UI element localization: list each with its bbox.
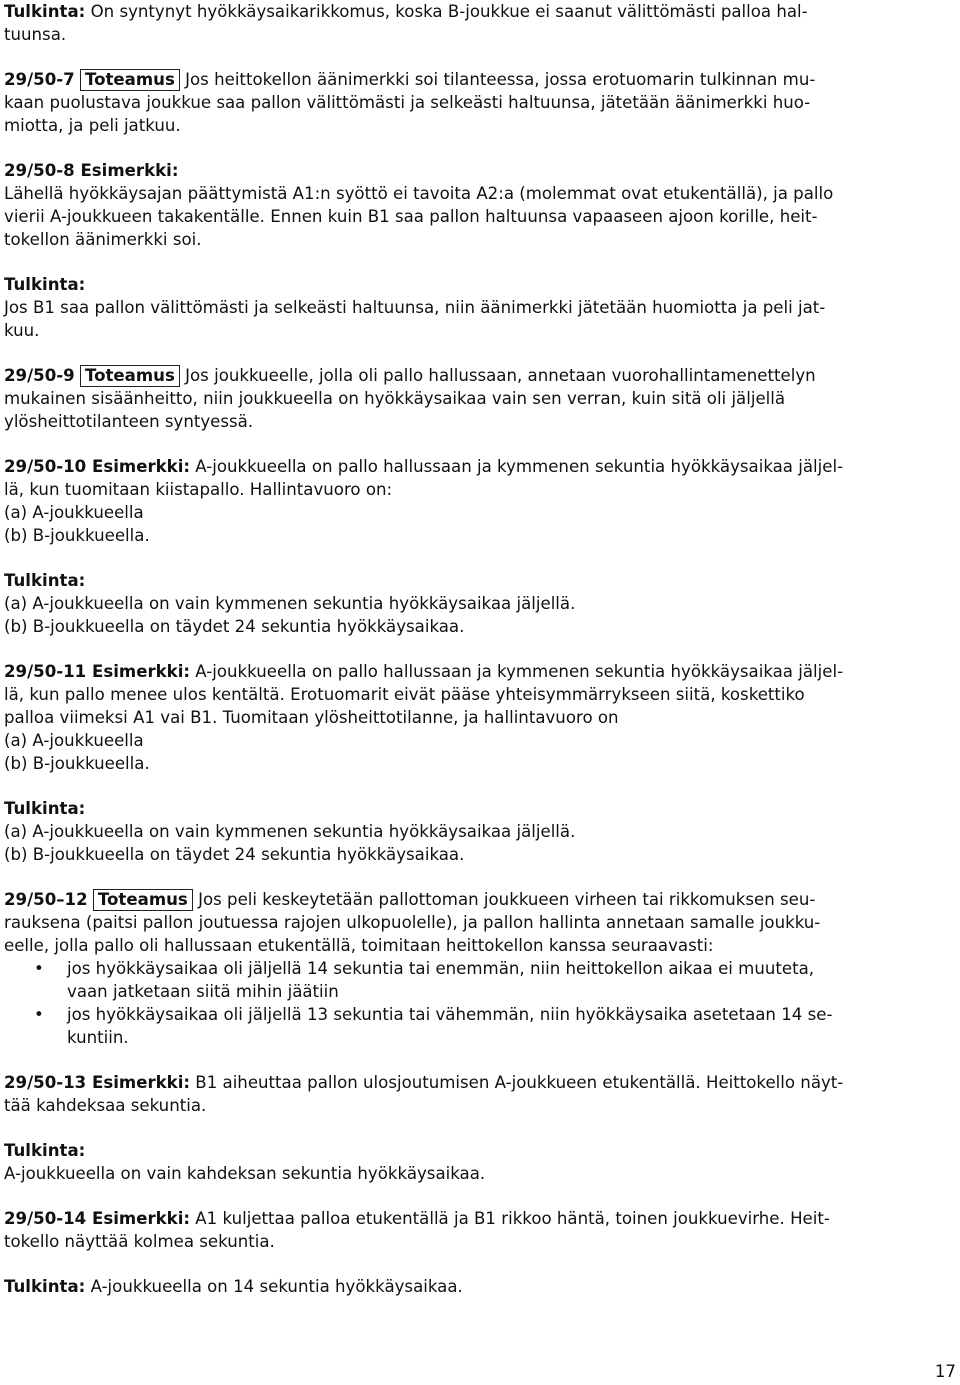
intro-text: tuunsa.: [4, 25, 67, 44]
section-10-tulkinta-b: (b) B-joukkueella on täydet 24 sekuntia hyökkäysaikaa.: [4, 617, 465, 636]
section-number: 29/50-7: [4, 70, 75, 89]
section-8-tulkinta-1: Jos B1 saa pallon välittömästi ja selkeästi haltuunsa, niin äänimerkki jätetään huomiotta ja peli jat-: [4, 298, 826, 317]
section-10-line-1: [4, 455, 948, 478]
section-14-line-2: tokello näyttää kolmea sekuntia.: [4, 1232, 275, 1251]
document-page: [4, 0, 948, 1298]
section-text: B1 aiheuttaa pallon ulosjoutumisen A-joukkueen etukentällä. Heittokello näyt-: [190, 1073, 844, 1092]
section-heading: 29/50-10 Esimerkki:: [4, 457, 191, 476]
section-14-line-1: [4, 1207, 948, 1230]
section-text: miotta, ja peli jatkuu.: [4, 116, 181, 135]
toteamus-box: Toteamus: [80, 365, 180, 387]
section-11-line-2: lä, kun pallo menee ulos kentältä. Erotuomarit eivät pääse yhteisymmärrykseen siitä, koskettiko: [4, 685, 805, 704]
section-10-option-b: (b) B-joukkueella.: [4, 526, 150, 545]
section-10-tulkinta-a: (a) A-joukkueella on vain kymmenen sekuntia hyökkäysaikaa jäljellä.: [4, 594, 576, 613]
page-number: 17: [934, 1362, 956, 1381]
tulkinta-label: Tulkinta:: [4, 799, 86, 818]
section-10-line-2: lä, kun tuomitaan kiistapallo. Hallintavuoro on:: [4, 480, 393, 499]
tulkinta-label: Tulkinta:: [4, 571, 86, 590]
section-number: 29/50-9: [4, 366, 75, 385]
section-14-tulkinta: [4, 1275, 948, 1298]
list-item-text: jos hyökkäysaikaa oli jäljellä 13 sekuntia tai vähemmän, niin hyökkäysaika asetetaan 14 se-: [67, 1005, 833, 1024]
bullet-icon: •: [34, 959, 44, 978]
toteamus-box: Toteamus: [80, 69, 180, 91]
section-11-option-b: (b) B-joukkueella.: [4, 754, 150, 773]
section-11-option-a: (a) A-joukkueella: [4, 731, 144, 750]
section-text: A-joukkueella on 14 sekuntia hyökkäysaikaa.: [85, 1277, 463, 1296]
bullet-icon: •: [34, 1005, 44, 1024]
toteamus-box: Toteamus: [93, 889, 193, 911]
section-8-line-2: vierii A-joukkueen takakentälle. Ennen kuin B1 saa pallon haltuunsa vapaaseen ajoon korille, heit-: [4, 207, 818, 226]
section-text: A1 kuljettaa palloa etukentällä ja B1 rikkoo häntä, toinen joukkuevirhe. Heit-: [190, 1209, 830, 1228]
section-text: Jos heittokellon äänimerkki soi tilanteessa, jossa erotuomarin tulkinnan mu-: [179, 70, 816, 89]
section-7-line-2: [4, 91, 948, 114]
section-9-line-3: ylösheittotilanteen syntyessä.: [4, 412, 254, 431]
intro-text: On syntynyt hyökkäysaikarikkomus, koska B-joukkue ei saanut välittömästi palloa hal-: [85, 2, 808, 21]
section-text: kaan puolustava joukkue saa pallon välittömästi ja selkeästi haltuunsa, jätetään äänimerkki huo-: [4, 93, 811, 112]
section-9-line-2: mukainen sisäänheitto, niin joukkueella on hyökkäysaikaa vain sen verran, kuin sitä oli jäljellä: [4, 389, 786, 408]
list-item-continuation: [4, 1026, 948, 1049]
section-11-line-3: palloa viimeksi A1 vai B1. Tuomitaan ylösheittotilanne, ja hallintavuoro on: [4, 708, 619, 727]
section-heading: 29/50-11 Esimerkki:: [4, 662, 191, 681]
section-text: A-joukkueella on pallo hallussaan ja kymmenen sekuntia hyökkäysaikaa jäljel-: [190, 457, 844, 476]
section-8-heading: 29/50-8 Esimerkki:: [4, 161, 179, 180]
tulkinta-label: Tulkinta:: [4, 2, 86, 21]
section-10-option-a: (a) A-joukkueella: [4, 503, 144, 522]
list-item: [4, 1003, 948, 1026]
section-12-line-3: eelle, jolla pallo oli hallussaan etukentällä, toimitaan heittokellon kanssa seuraavasti:: [4, 936, 714, 955]
section-text: Jos peli keskeytetään pallottoman joukkueen virheen tai rikkomuksen seu-: [192, 890, 816, 909]
tulkinta-label: Tulkinta:: [4, 1141, 86, 1160]
list-item: [4, 957, 948, 980]
section-12-line-2: rauksena (paitsi pallon joutuessa rajojen ulkopuolelle), ja pallon hallinta annetaan samalle joukku-: [4, 913, 821, 932]
section-11-tulkinta-a: (a) A-joukkueella on vain kymmenen sekuntia hyökkäysaikaa jäljellä.: [4, 822, 576, 841]
section-8-line-3: tokellon äänimerkki soi.: [4, 230, 202, 249]
section-11-tulkinta-b: (b) B-joukkueella on täydet 24 sekuntia hyökkäysaikaa.: [4, 845, 465, 864]
tulkinta-label: Tulkinta:: [4, 1277, 86, 1296]
section-11-line-1: [4, 660, 948, 683]
list-item-text: kuntiin.: [67, 1028, 129, 1047]
section-heading: 29/50-13 Esimerkki:: [4, 1073, 191, 1092]
section-12-line-1: [4, 888, 948, 911]
section-13-line-1: [4, 1071, 948, 1094]
list-item-continuation: [4, 980, 948, 1003]
section-7-line-3: [4, 114, 948, 137]
section-8-tulkinta-2: kuu.: [4, 321, 40, 340]
section-7-line-1: [4, 68, 948, 91]
section-13-tulkinta: A-joukkueella on vain kahdeksan sekuntia hyökkäysaikaa.: [4, 1164, 486, 1183]
list-item-text: vaan jatketaan siitä mihin jäätiin: [67, 982, 339, 1001]
section-text: Jos joukkueelle, jolla oli pallo hallussaan, annetaan vuorohallintamenettelyn: [179, 366, 816, 385]
intro-line-1: [4, 0, 948, 23]
section-number: 29/50–12: [4, 890, 88, 909]
section-9-line-1: [4, 364, 948, 387]
section-text: A-joukkueella on pallo hallussaan ja kymmenen sekuntia hyökkäysaikaa jäljel-: [190, 662, 844, 681]
section-13-line-2: tää kahdeksaa sekuntia.: [4, 1096, 207, 1115]
intro-line-2: [4, 23, 948, 46]
tulkinta-label: Tulkinta:: [4, 275, 86, 294]
section-heading: 29/50-14 Esimerkki:: [4, 1209, 191, 1228]
section-8-line-1: Lähellä hyökkäysajan päättymistä A1:n syöttö ei tavoita A2:a (molemmat ovat etukentällä), ja pallo: [4, 184, 834, 203]
list-item-text: jos hyökkäysaikaa oli jäljellä 14 sekuntia tai enemmän, niin heittokellon aikaa ei muuteta,: [67, 959, 815, 978]
